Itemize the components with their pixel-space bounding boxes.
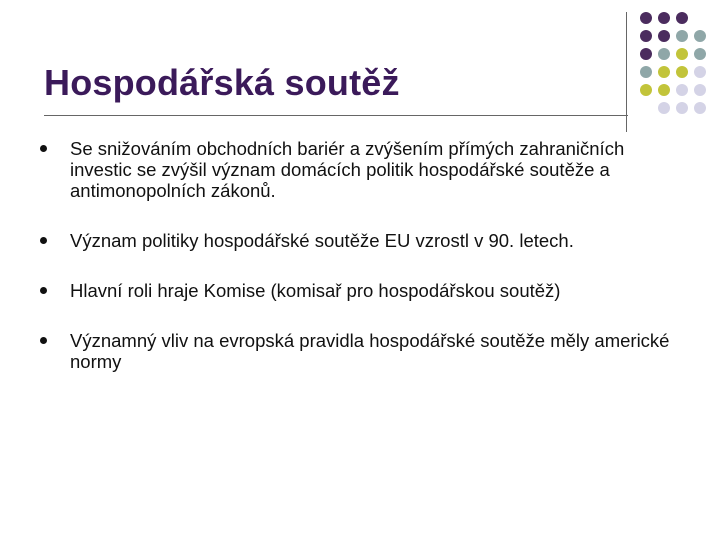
bullet-text: Význam politiky hospodářské soutěže EU vzrostl v 90. letech. xyxy=(70,230,574,251)
bullet-dot-icon xyxy=(40,337,47,344)
bullet-text: Významný vliv na evropská pravidla hospodářské soutěže měly americké normy xyxy=(70,330,670,372)
bullet-item xyxy=(40,138,680,201)
bullet-item xyxy=(40,280,680,301)
decorative-dot xyxy=(676,102,688,114)
decorative-dot xyxy=(658,66,670,78)
decorative-dot xyxy=(694,30,706,42)
bullet-text: Hlavní roli hraje Komise (komisař pro hospodářskou soutěž) xyxy=(70,280,561,301)
decorative-dot xyxy=(658,30,670,42)
bullet-item xyxy=(40,230,680,251)
decorative-dot xyxy=(658,12,670,24)
decorative-dot xyxy=(694,84,706,96)
decorative-dot xyxy=(676,30,688,42)
decorative-dot xyxy=(676,48,688,60)
decorative-dot xyxy=(640,12,652,24)
decorative-dot xyxy=(676,66,688,78)
decorative-dot xyxy=(658,48,670,60)
decorative-dot xyxy=(694,48,706,60)
decorative-dot xyxy=(676,84,688,96)
decorative-dot xyxy=(694,66,706,78)
bullet-dot-icon xyxy=(40,287,47,294)
bullet-dot-icon xyxy=(40,145,47,152)
decorative-dot xyxy=(658,84,670,96)
decorative-dot xyxy=(694,102,706,114)
bullet-list xyxy=(40,138,680,401)
decorative-dot xyxy=(640,84,652,96)
title-divider xyxy=(44,115,628,116)
decorative-dot xyxy=(658,102,670,114)
decorative-dot xyxy=(640,66,652,78)
bullet-text: Se snižováním obchodních bariér a zvýšením přímých zahraničních investic se zvýšil význam domácích politik hospodářské soutěže a antimonopolních zákonů. xyxy=(70,138,625,201)
bullet-dot-icon xyxy=(40,237,47,244)
bullet-item xyxy=(40,330,680,372)
slide-title: Hospodářská soutěž xyxy=(44,62,400,103)
vertical-divider xyxy=(626,12,627,132)
decorative-dot xyxy=(640,30,652,42)
decorative-dot xyxy=(676,12,688,24)
decorative-dot xyxy=(640,48,652,60)
